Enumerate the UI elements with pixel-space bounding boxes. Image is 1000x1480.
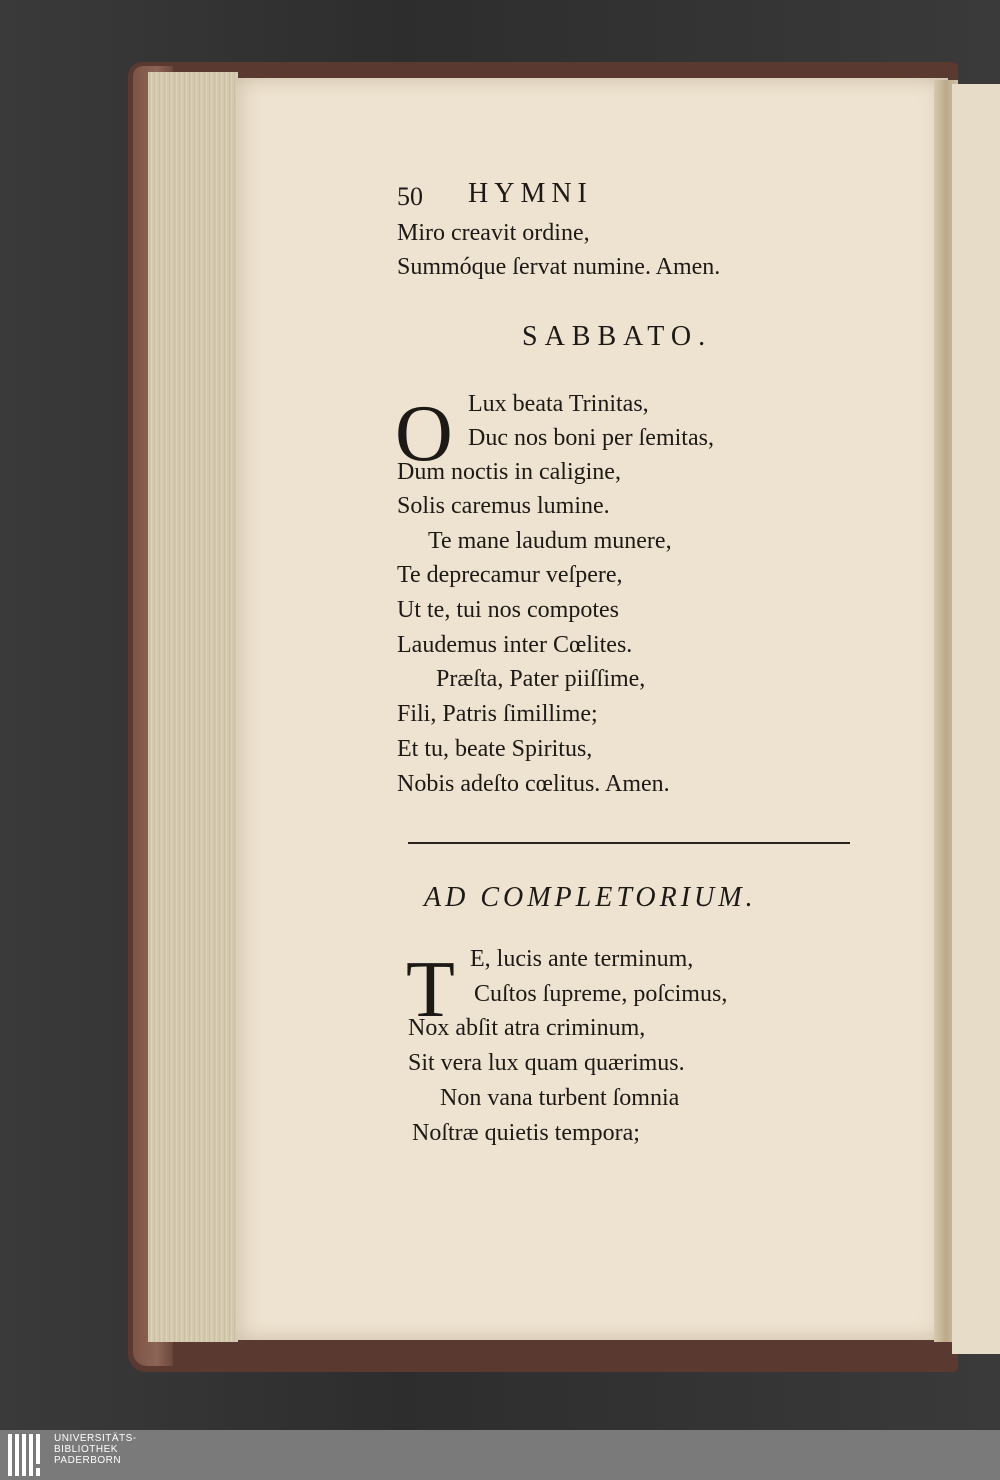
- section-divider: [408, 842, 850, 844]
- verse-line: Miro creavit ordine,: [397, 220, 590, 246]
- library-logo-icon: [8, 1434, 48, 1476]
- footer-bar: [0, 1430, 1000, 1480]
- library-logo-text: UNIVERSITÄTS- BIBLIOTHEK PADERBORN: [54, 1433, 137, 1466]
- verse-line: Lux beata Trinitas,: [468, 391, 649, 417]
- section-heading-sabbato: SABBATO.: [522, 321, 713, 352]
- verse-line: Et tu, beate Spiritus,: [397, 736, 593, 762]
- verse-line: Cuſtos ſupreme, poſcimus,: [474, 981, 728, 1007]
- verse-line: Ut te, tui nos compotes: [397, 597, 619, 623]
- verse-line: Dum noctis in caligine,: [397, 459, 621, 485]
- verse-line: Duc nos boni per ſemitas,: [468, 425, 714, 451]
- section-heading-completorium: AD COMPLETORIUM.: [424, 882, 757, 913]
- verse-line: Sit vera lux quam quærimus.: [408, 1050, 685, 1076]
- facing-page-edge: [952, 84, 1000, 1354]
- page-number: 50: [397, 182, 423, 211]
- verse-line: Solis caremus lumine.: [397, 493, 610, 519]
- verse-line: Nox abſit atra criminum,: [408, 1015, 646, 1041]
- verse-line: Præſta, Pater piiſſime,: [436, 666, 646, 692]
- verse-line: Laudemus inter Cœlites.: [397, 632, 633, 658]
- verse-line: Non vana turbent ſomnia: [440, 1085, 680, 1111]
- drop-initial-t: T: [406, 946, 455, 1034]
- page-edges: [148, 72, 238, 1342]
- verse-line: Fili, Patris ſimillime;: [397, 701, 598, 727]
- verse-line: Te mane laudum munere,: [428, 528, 672, 554]
- verse-line: Te deprecamur veſpere,: [397, 562, 623, 588]
- verse-line: Summóque ſervat numine. Amen.: [397, 254, 721, 280]
- verse-line: Noſtræ quietis tempora;: [412, 1120, 640, 1146]
- verse-line: Nobis adeſto cœlitus. Amen.: [397, 771, 670, 797]
- verse-line: E, lucis ante terminum,: [470, 946, 694, 972]
- drop-initial-o: O: [395, 390, 453, 478]
- running-head: HYMNI: [468, 178, 593, 209]
